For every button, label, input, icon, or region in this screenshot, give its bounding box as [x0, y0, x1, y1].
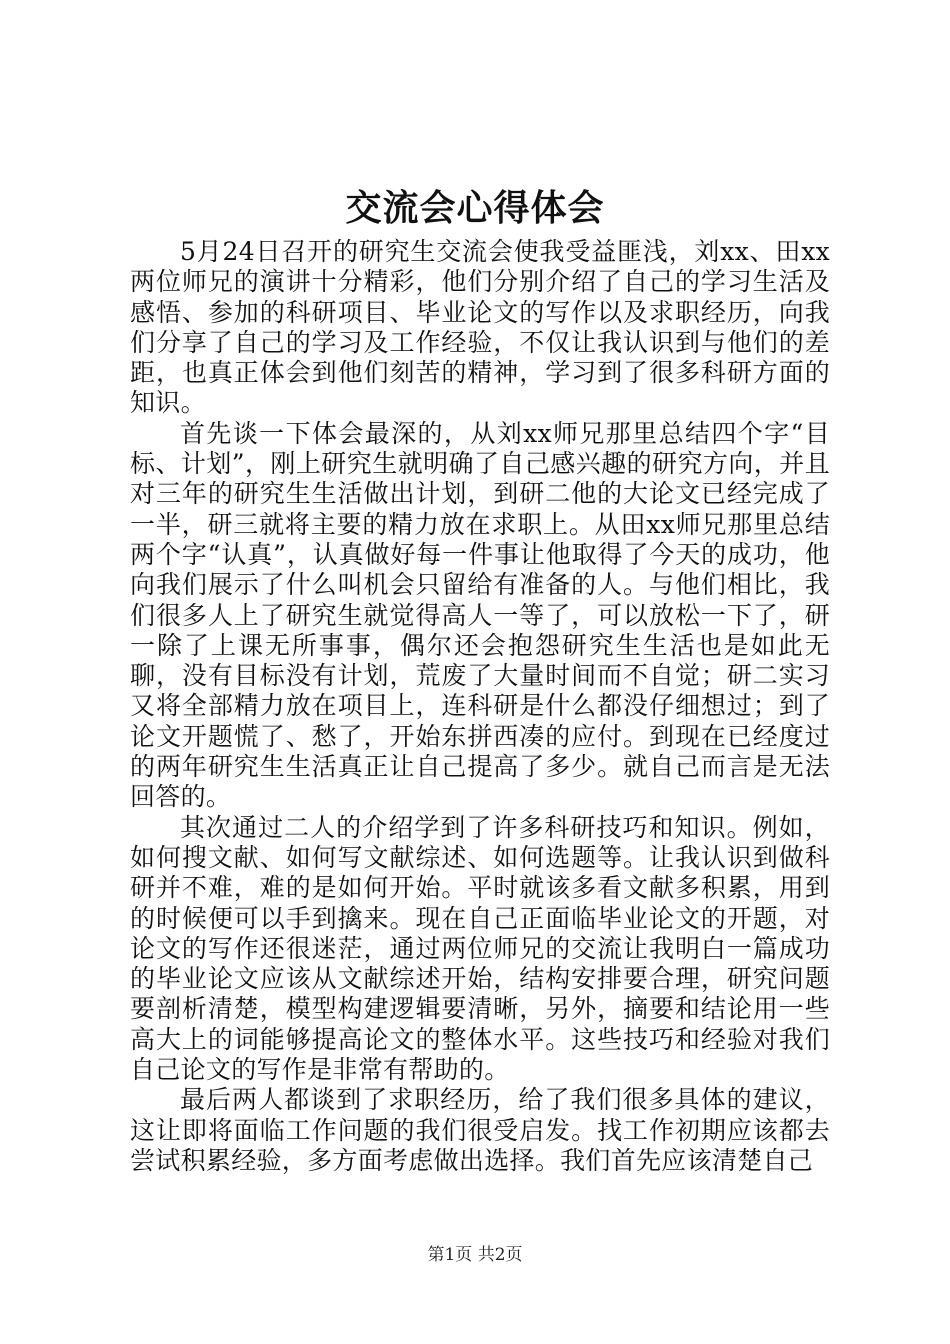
- paragraph-3: 其次通过二人的介绍学到了许多科研技巧和知识。例如，如何搜文献、如何写文献综述、如何选题等。让我认识到做科研并不难，难的是如何开始。平时就该多看文献多积累，用到的时候便可以手到擒来。现在自己正面临毕业论文的开题，对论文的写作还很迷茫，通过两位师兄的交流让我明白一篇成功的毕业论文应该从文献综述开始，结构安排要合理，研究问题要剖析清楚，模型构建逻辑要清晰，另外，摘要和结论用一些高大上的词能够提高论文的整体水平。这些技巧和经验对我们自己论文的写作是非常有帮助的。: [130, 812, 830, 1085]
- document-title: 交流会心得体会: [345, 187, 605, 229]
- paragraph-2: 首先谈一下体会最深的，从刘xx师兄那里总结四个字“目标、计划”，刚上研究生就明确了自己感兴趣的研究方向，并且对三年的研究生生活做出计划，到研二他的大论文已经完成了一半，研三就将主要的精力放在求职上。从田xx师兄那里总结两个字“认真”，认真做好每一件事让他取得了今天的成功，他向我们展示了什么叫机会只留给有准备的人。与他们相比，我们很多人上了研究生就觉得高人一等了，可以放松一下了，研一除了上课无所事事，偶尔还会抱怨研究生生活也是如此无聊，没有目标没有计划，荒废了大量时间而不自觉；研二实习又将全部精力放在项目上，连科研是什么都没仔细想过；到了论文开题慌了、愁了，开始东拼西凑的应付。到现在已经度过的两年研究生生活真正让自己提高了多少。就自己而言是无法回答的。: [130, 418, 830, 812]
- document-body: [130, 237, 830, 1176]
- paragraph-1: 5月24日召开的研究生交流会使我受益匪浅，刘xx、田xx两位师兄的演讲十分精彩，他们分别介绍了自己的学习生活及感悟、参加的科研项目、毕业论文的写作以及求职经历，向我们分享了自己的学习及工作经验，不仅让我认识到与他们的差距，也真正体会到他们刻苦的精神，学习到了很多科研方面的知识。: [130, 237, 830, 418]
- page-footer: 第1页 共2页: [427, 1245, 523, 1265]
- paragraph-4: 最后两人都谈到了求职经历，给了我们很多具体的建议，这让即将面临工作问题的我们很受启发。找工作初期应该都去尝试积累经验，多方面考虑做出选择。我们首先应该清楚自己: [130, 1085, 830, 1175]
